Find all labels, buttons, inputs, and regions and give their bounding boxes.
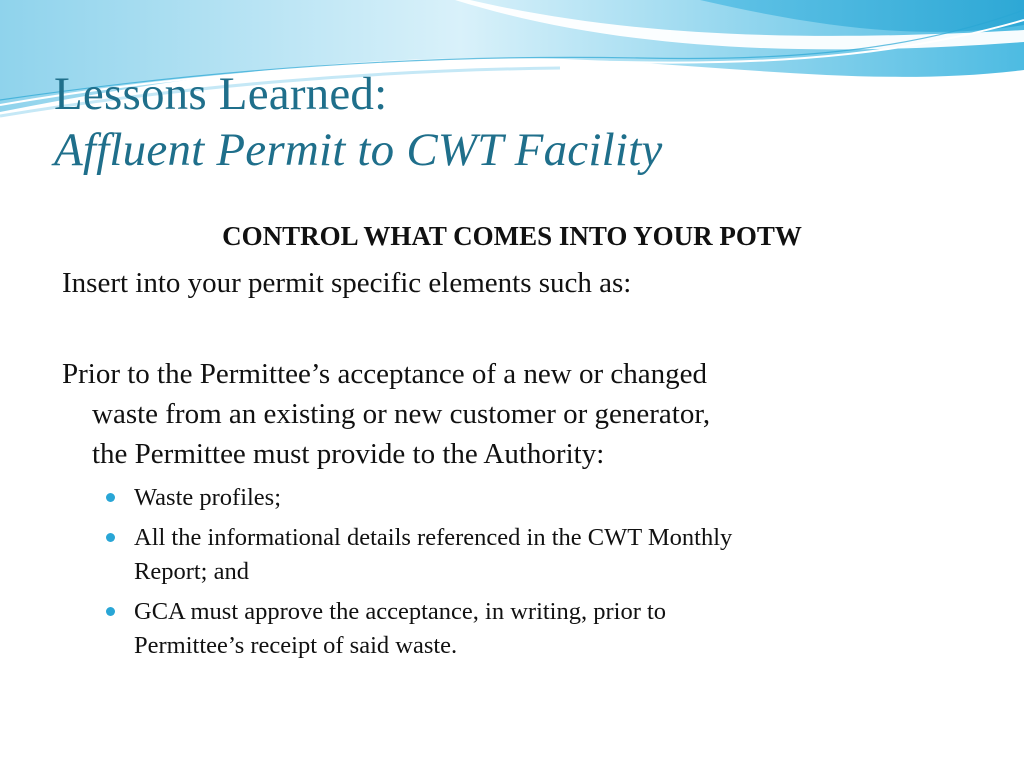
paragraph-line: waste from an existing or new customer or generator, bbox=[92, 398, 711, 430]
bullet-text-line: GCA must approve the acceptance, in writing, prior to bbox=[134, 598, 667, 625]
bullet-dot-icon bbox=[106, 533, 115, 542]
bullet-text-line: All the informational details referenced in the CWT Monthly bbox=[134, 524, 733, 551]
body-paragraph bbox=[62, 354, 962, 474]
bullet-item bbox=[104, 481, 974, 515]
bullet-list bbox=[104, 481, 974, 669]
intro-text: Insert into your permit specific elements such as: bbox=[62, 267, 632, 299]
bullet-item bbox=[104, 521, 974, 589]
bullet-text-line: Permittee’s receipt of said waste. bbox=[134, 632, 458, 659]
title-line-1: Lessons Learned: bbox=[54, 68, 388, 120]
bullet-item bbox=[104, 595, 974, 663]
bullet-text-line: Waste profiles; bbox=[134, 484, 282, 511]
bullet-text-line: Report; and bbox=[134, 558, 249, 585]
bullet-dot-icon bbox=[106, 607, 115, 616]
paragraph-line: Prior to the Permittee’s acceptance of a new or changed bbox=[62, 358, 707, 390]
paragraph-line: the Permittee must provide to the Authority: bbox=[92, 438, 605, 470]
title-line-2: Affluent Permit to CWT Facility bbox=[54, 124, 663, 176]
slide-title bbox=[54, 66, 662, 178]
bullet-dot-icon bbox=[106, 493, 115, 502]
subheading: CONTROL WHAT COMES INTO YOUR POTW bbox=[222, 221, 802, 251]
